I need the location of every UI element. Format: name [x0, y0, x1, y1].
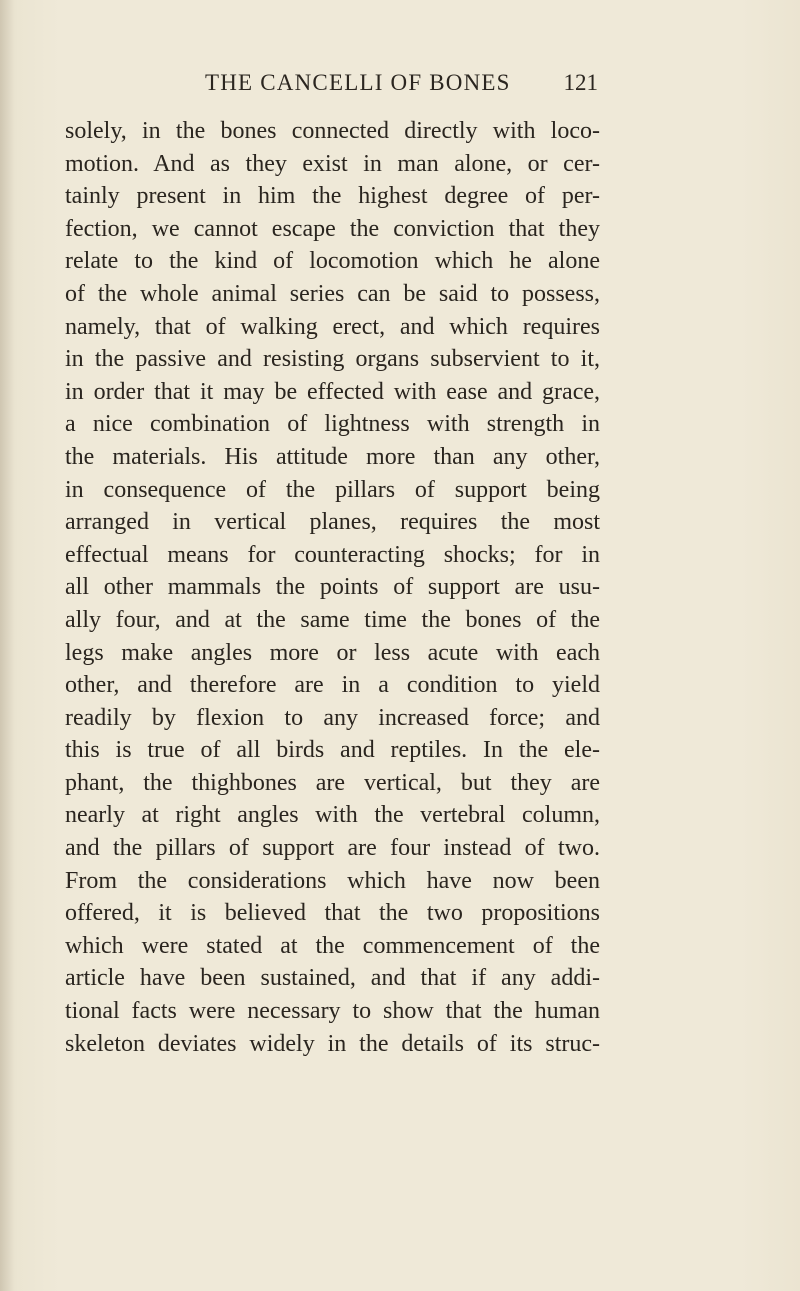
- running-title: THE CANCELLI OF BONES: [205, 70, 511, 95]
- body-text: [65, 115, 600, 1060]
- text-line: other, and therefore are in a condition to yield: [65, 672, 600, 699]
- text-line: which were stated at the commencement of the: [65, 932, 600, 959]
- text-line: readily by flexion to any increased force; and: [65, 704, 600, 731]
- text-line: ally four, and at the same time the bones of the: [65, 606, 600, 633]
- text-line: in consequence of the pillars of support being: [65, 476, 600, 503]
- text-line: in order that it may be effected with ease and grace,: [65, 378, 600, 405]
- text-line: legs make angles more or less acute with each: [65, 639, 600, 666]
- text-line: offered, it is believed that the two propositions: [65, 900, 600, 927]
- text-line: fection, we cannot escape the conviction that they: [65, 215, 600, 242]
- text-line: in the passive and resisting organs subservient to it,: [65, 346, 600, 373]
- text-line: phant, the thighbones are vertical, but they are: [65, 769, 600, 796]
- text-line: article have been sustained, and that if any addi-: [65, 965, 600, 992]
- text-line: of the whole animal series can be said to possess,: [65, 280, 600, 307]
- text-line: From the considerations which have now been: [65, 867, 600, 894]
- text-line: tional facts were necessary to show that the human: [65, 998, 600, 1025]
- text-line: relate to the kind of locomotion which he alone: [65, 248, 600, 275]
- page-number: 121: [563, 70, 598, 95]
- text-line: this is true of all birds and reptiles. In the ele-: [65, 737, 600, 764]
- text-line: skeleton deviates widely in the details of its struc-: [65, 1030, 600, 1057]
- text-line: namely, that of walking erect, and which requires: [65, 313, 600, 340]
- running-head: [205, 70, 598, 106]
- text-line: arranged in vertical planes, requires the most: [65, 509, 600, 536]
- text-line: a nice combination of lightness with strength in: [65, 411, 600, 438]
- text-line: motion. And as they exist in man alone, or cer-: [65, 150, 600, 177]
- spine-shadow: [0, 0, 14, 1291]
- text-line: and the pillars of support are four instead of two.: [65, 835, 600, 862]
- text-line: the materials. His attitude more than any other,: [65, 443, 600, 470]
- text-line: all other mammals the points of support are usu-: [65, 574, 600, 601]
- text-line: effectual means for counteracting shocks; for in: [65, 541, 600, 568]
- text-line: tainly present in him the highest degree of per-: [65, 183, 600, 210]
- text-line: nearly at right angles with the vertebral column,: [65, 802, 600, 829]
- text-line: solely, in the bones connected directly with loco-: [65, 118, 600, 144]
